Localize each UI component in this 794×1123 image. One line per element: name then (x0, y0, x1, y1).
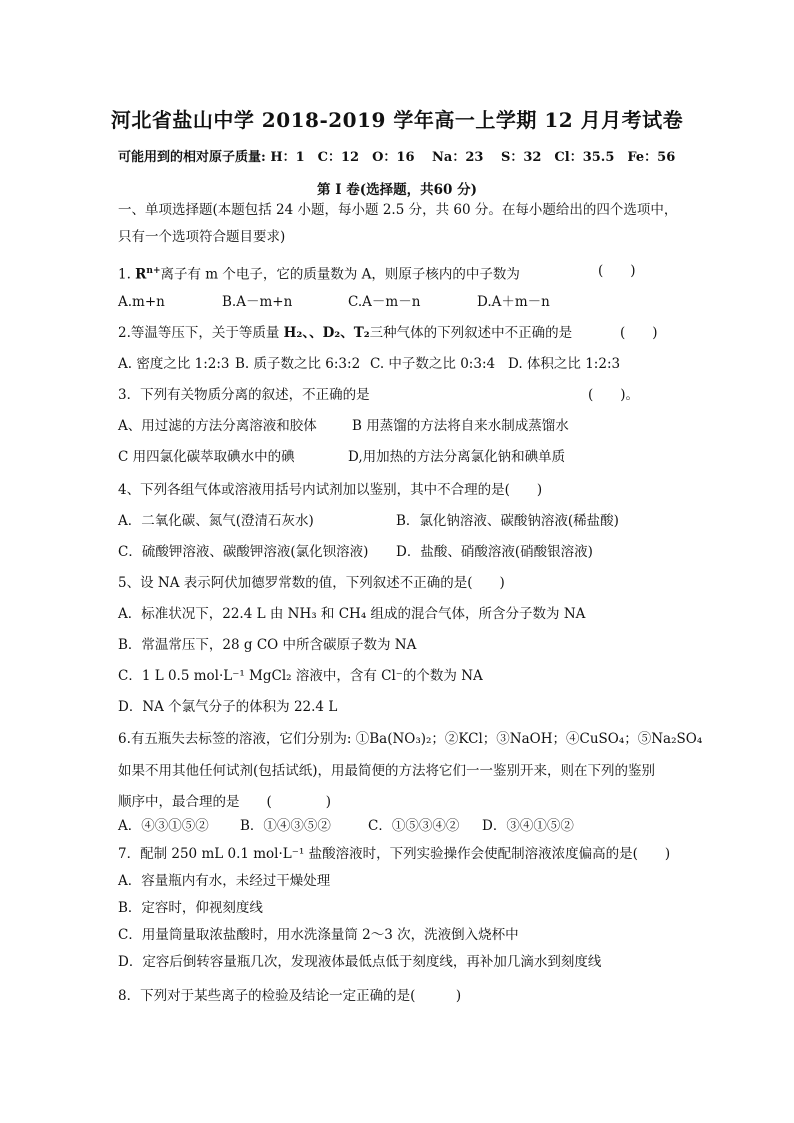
q1-text: 离子有 m 个电子，它的质量数为 A，则原子核内的中子数为 (160, 266, 520, 283)
q7-option-c: C．用量筒量取浓盐酸时，用水洗涤量筒 2～3 次，洗液倒入烧杯中 (118, 927, 519, 943)
instructions-line-1: 一、单项选择题(本题包括 24 小题，每小题 2.5 分，共 60 分。在每小题给出的四个选项中， (118, 202, 678, 218)
q1-option-c: C.A－m－n (348, 294, 421, 310)
q1-option-a: A.m+n (118, 294, 165, 310)
q2-text-b: 三种气体的下列叙述中不正确的是 (369, 325, 573, 341)
q2-option-c: C. 中子数之比 0:3:4 (370, 356, 496, 372)
section-title: 第 I 卷(选择题，共60 分) (317, 182, 477, 198)
q2-option-d: D. 体积之比 1:2:3 (508, 356, 621, 372)
q2-species: H₂、、D₂、T₂ (283, 325, 370, 341)
q6-option-b: B．①④③⑤② (240, 818, 331, 834)
q4-option-c: C．硫酸钾溶液、碳酸钾溶液(氯化钡溶液) (118, 544, 369, 560)
q2-option-b: B. 质子数之比 6:3:2 (235, 356, 361, 372)
instructions-line-2: 只有一个选项符合题目要求) (118, 229, 286, 245)
question-6-line-2: 如果不用其他任何试剂(包括试纸)，用最简便的方法将它们一一鉴别开来，则在下列的鉴别 (118, 763, 656, 779)
q3-option-d: D,用加热的方法分离氯化钠和碘单质 (348, 449, 566, 465)
q3-bracket: ( )。 (588, 387, 640, 403)
q1-ion: R (135, 266, 147, 283)
question-3: 3．下列有关物质分离的叙述，不正确的是 (118, 387, 370, 403)
q1-bracket: ( ) (598, 263, 636, 279)
q6-option-a: A．④③①⑤② (118, 818, 209, 834)
q7-option-b: B．定容时，仰视刻度线 (118, 900, 263, 916)
question-7: 7．配制 250 mL 0.1 mol·L⁻¹ 盐酸溶液时，下列实验操作会使配制溶液浓度偏高的是( ) (118, 846, 671, 862)
atomic-mass-line: 可能用到的相对原子质量: H：1 C：12 O：16 Na：23 S：32 Cl：35.5 Fe：56 (118, 150, 676, 165)
q1-option-d: D.A＋m－n (477, 294, 550, 310)
question-1 (118, 262, 520, 284)
q3-option-c: C 用四氯化碳萃取碘水中的碘 (118, 449, 295, 465)
q4-option-a: A．二氧化碳、氮气(澄清石灰水) (118, 513, 314, 529)
q3-option-a: A、用过滤的方法分离溶液和胶体 (118, 418, 317, 434)
question-8: 8．下列对于某些离子的检验及结论一定正确的是( ) (118, 988, 462, 1004)
question-6-line-3: 顺序中，最合理的是 ( ) (118, 794, 332, 810)
question-5: 5、设 NA 表示阿伏加德罗常数的值，下列叙述不正确的是( ) (118, 575, 505, 591)
q6-option-d: D．③④①⑤② (482, 818, 574, 834)
page-title: 河北省盐山中学 2018-2019 学年高一上学期 12 月月考试卷 (110, 108, 684, 132)
q3-option-b: B 用蒸馏的方法将自来水制成蒸馏水 (352, 418, 569, 434)
q5-option-b: B．常温常压下，28 g CO 中所含碳原子数为 NA (118, 637, 417, 653)
q2-option-a: A. 密度之比 1:2:3 (118, 356, 230, 372)
q5-option-a: A．标准状况下，22.4 L 由 NH₃ 和 CH₄ 组成的混合气体，所含分子数为 NA (118, 606, 586, 622)
q5-option-d: D．NA 个氯气分子的体积为 22.4 L (118, 699, 338, 715)
q6-option-c: C．①⑤③④② (368, 818, 460, 834)
q1-ion-charge: n+ (146, 266, 161, 276)
q2-text-a: 2.等温等压下，关于等质量 (118, 325, 284, 341)
question-6-line-1: 6.有五瓶失去标签的溶液，它们分别为: ①Ba(NO₃)₂；②KCl；③NaOH；④CuSO₄；⑤Na₂SO₄ (118, 731, 703, 747)
q2-bracket: ( ) (620, 325, 658, 341)
q4-option-b: B．氯化钠溶液、碳酸钠溶液(稀盐酸) (396, 513, 619, 529)
q4-option-d: D．盐酸、硝酸溶液(硝酸银溶液) (396, 544, 593, 560)
q1-option-b: B.A－m+n (222, 294, 293, 310)
q7-option-a: A．容量瓶内有水，未经过干燥处理 (118, 873, 331, 889)
question-4: 4、下列各组气体或溶液用括号内试剂加以鉴别，其中不合理的是( ) (118, 482, 543, 498)
question-2 (118, 324, 572, 342)
q7-option-d: D．定容后倒转容量瓶几次，发现液体最低点低于刻度线，再补加几滴水到刻度线 (118, 954, 602, 970)
q5-option-c: C．1 L 0.5 mol·L⁻¹ MgCl₂ 溶液中，含有 Cl⁻的个数为 NA (118, 668, 483, 684)
q1-prefix: 1. (118, 266, 136, 283)
